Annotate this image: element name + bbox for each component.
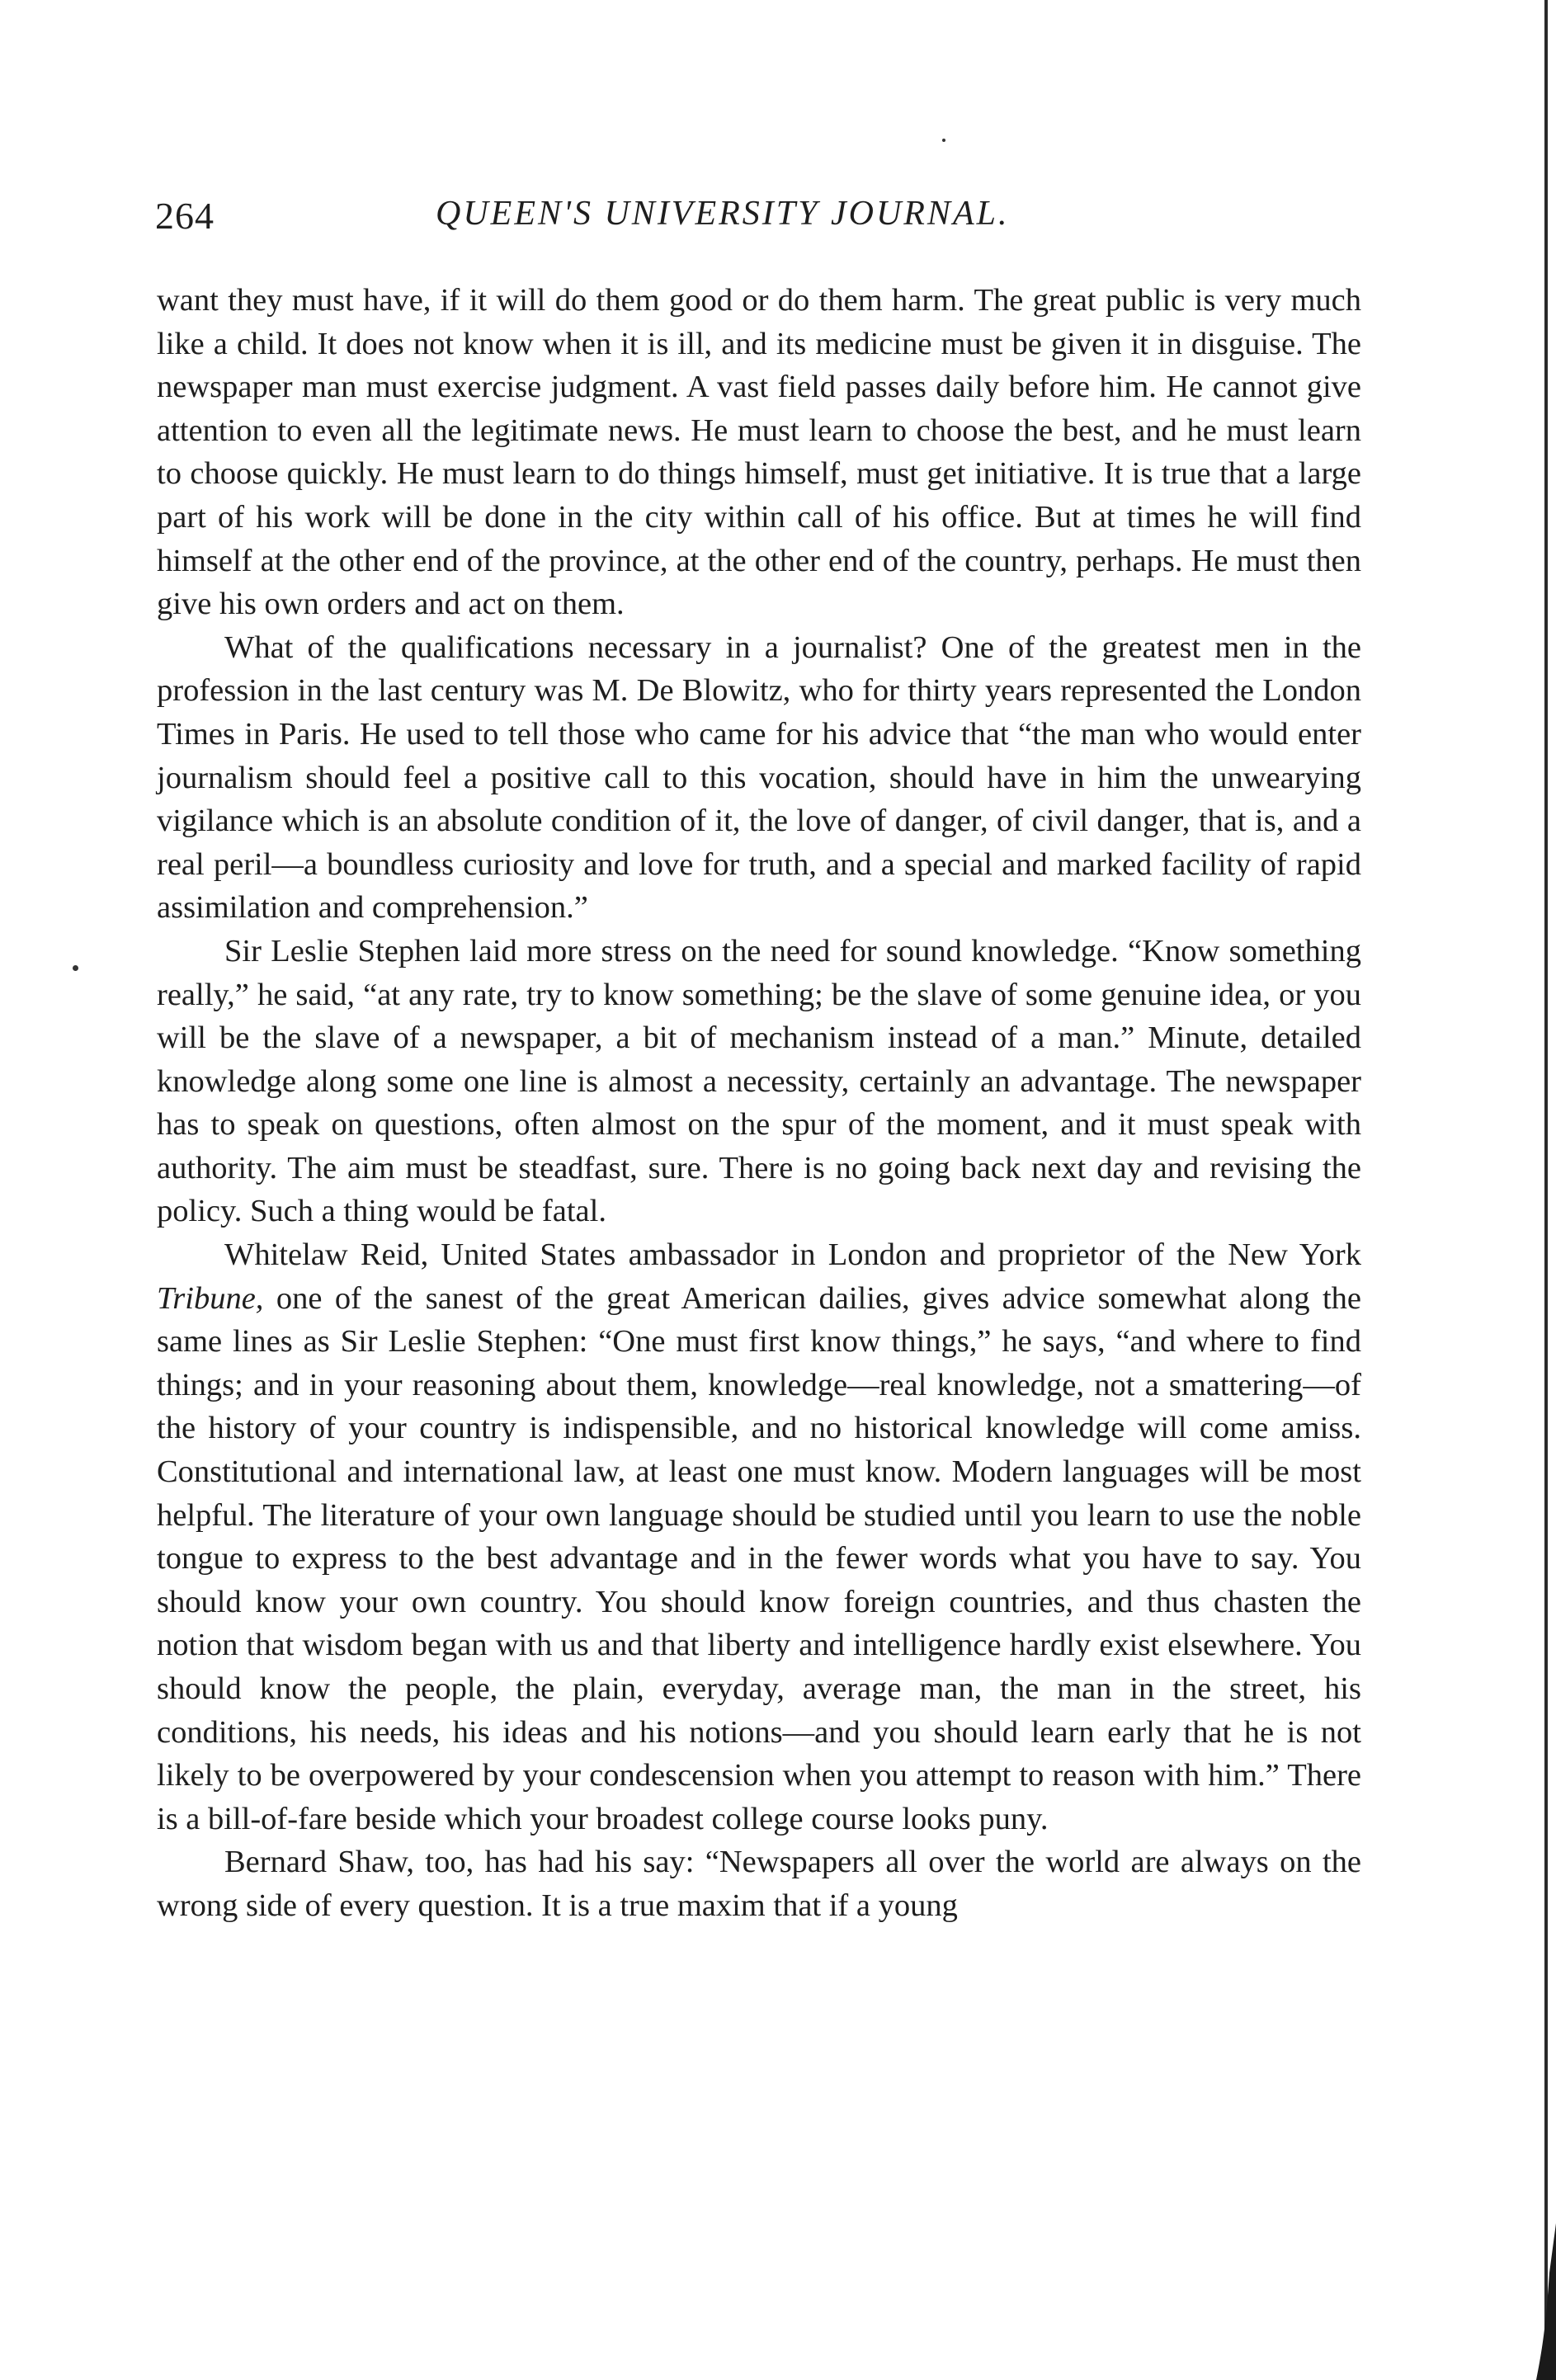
paragraph-5: Bernard Shaw, too, has had his say: “Newspapers all over the world are always on the wrong side of every question. It is a true maxim that if a young [157, 1845, 1361, 1923]
paragraph-4-text-after: one of the sanest of the great American dailies, gives advice somewhat along the same lines as Sir Leslie Stephen: “One must first know things,” he says, “and where to find things; and in your reasoning about them, knowledge—real knowledge, not a smattering—of the history of your country is indispensible, and no historical knowledge will come amiss. Constitutional and international law, at least one must know. Modern languages will be most helpful. The literature of your own language should be studied until you learn to use the noble tongue to express to the best advantage and in the fewer words what you have to say. You should know your own country. You should know foreign countries, and thus chasten the notion that wisdom began with us and that liberty and intelligence hardly exist elsewhere. You should know the people, the plain, everyday, average man, the man in the street, his conditions, his needs, his ideas and his notions—and you should learn early that he is not likely to be overpowered by your condescension when you attempt to reason with him.” There is a bill-of-fare beside which your broadest college course looks puny. [157, 1280, 1361, 1836]
ink-speck [73, 965, 78, 971]
paragraph-3: Sir Leslie Stephen laid more stress on the need for sound knowledge. “Know something really,” he said, “at any rate, try to know something; be the slave of some genuine idea, or you will be the slave of a newspaper, a bit of mechanism instead of a man.” Minute, detailed knowledge along some one line is almost a necessity, certainly an advantage. The newspaper has to speak on questions, often almost on the spur of the moment, and it must speak with authority. The aim must be steadfast, sure. There is no going back next day and revising the policy. Such a thing would be fatal. [157, 933, 1361, 1229]
paragraph-1: want they must have, if it will do them good or do them harm. The great public is very much like a child. It does not know when it is ill, and its medicine must be given it in disguise. The newspaper man must exercise judgment. A vast field passes daily before him. He cannot give attention to even all the legitimate news. He must learn to choose the best, and he must learn to choose quickly. He must learn to do things himself, must get initiative. It is true that a large part of his work will be done in the city within call of his office. But at times he will find himself at the other end of the province, at the other end of the country, perhaps. He must then give his own orders and act on them. [157, 283, 1361, 622]
paragraph-4-text-before: Whitelaw Reid, United States ambassador in London and proprietor of the New York [224, 1237, 1361, 1273]
page-header [155, 177, 1360, 252]
page-edge-shadow [1544, 0, 1548, 2380]
running-head: QUEEN'S UNIVERSITY JOURNAL. [436, 195, 1010, 233]
page-curl-mark [1531, 2223, 1556, 2380]
page-body [157, 279, 1361, 1928]
ink-speck [942, 139, 945, 142]
paragraph-2: What of the qualifications necessary in a journalist? One of the greatest men in the profession in the last century was M. De Blowitz, who for thirty years represented the London Times in Paris. He used to tell those who came for his advice that “the man who would enter journalism should feel a positive call to this vocation, should have in him the unwearying vigilance which is an absolute condition of it, the love of danger, of civil danger, that is, and a real peril—a boundless curiosity and love for truth, and a special and marked facility of rapid assimilation and comprehension.” [157, 629, 1361, 926]
paragraph-4 [157, 1233, 1361, 1840]
page-number: 264 [155, 195, 215, 237]
newspaper-title-tribune: Tribune, [157, 1280, 264, 1316]
